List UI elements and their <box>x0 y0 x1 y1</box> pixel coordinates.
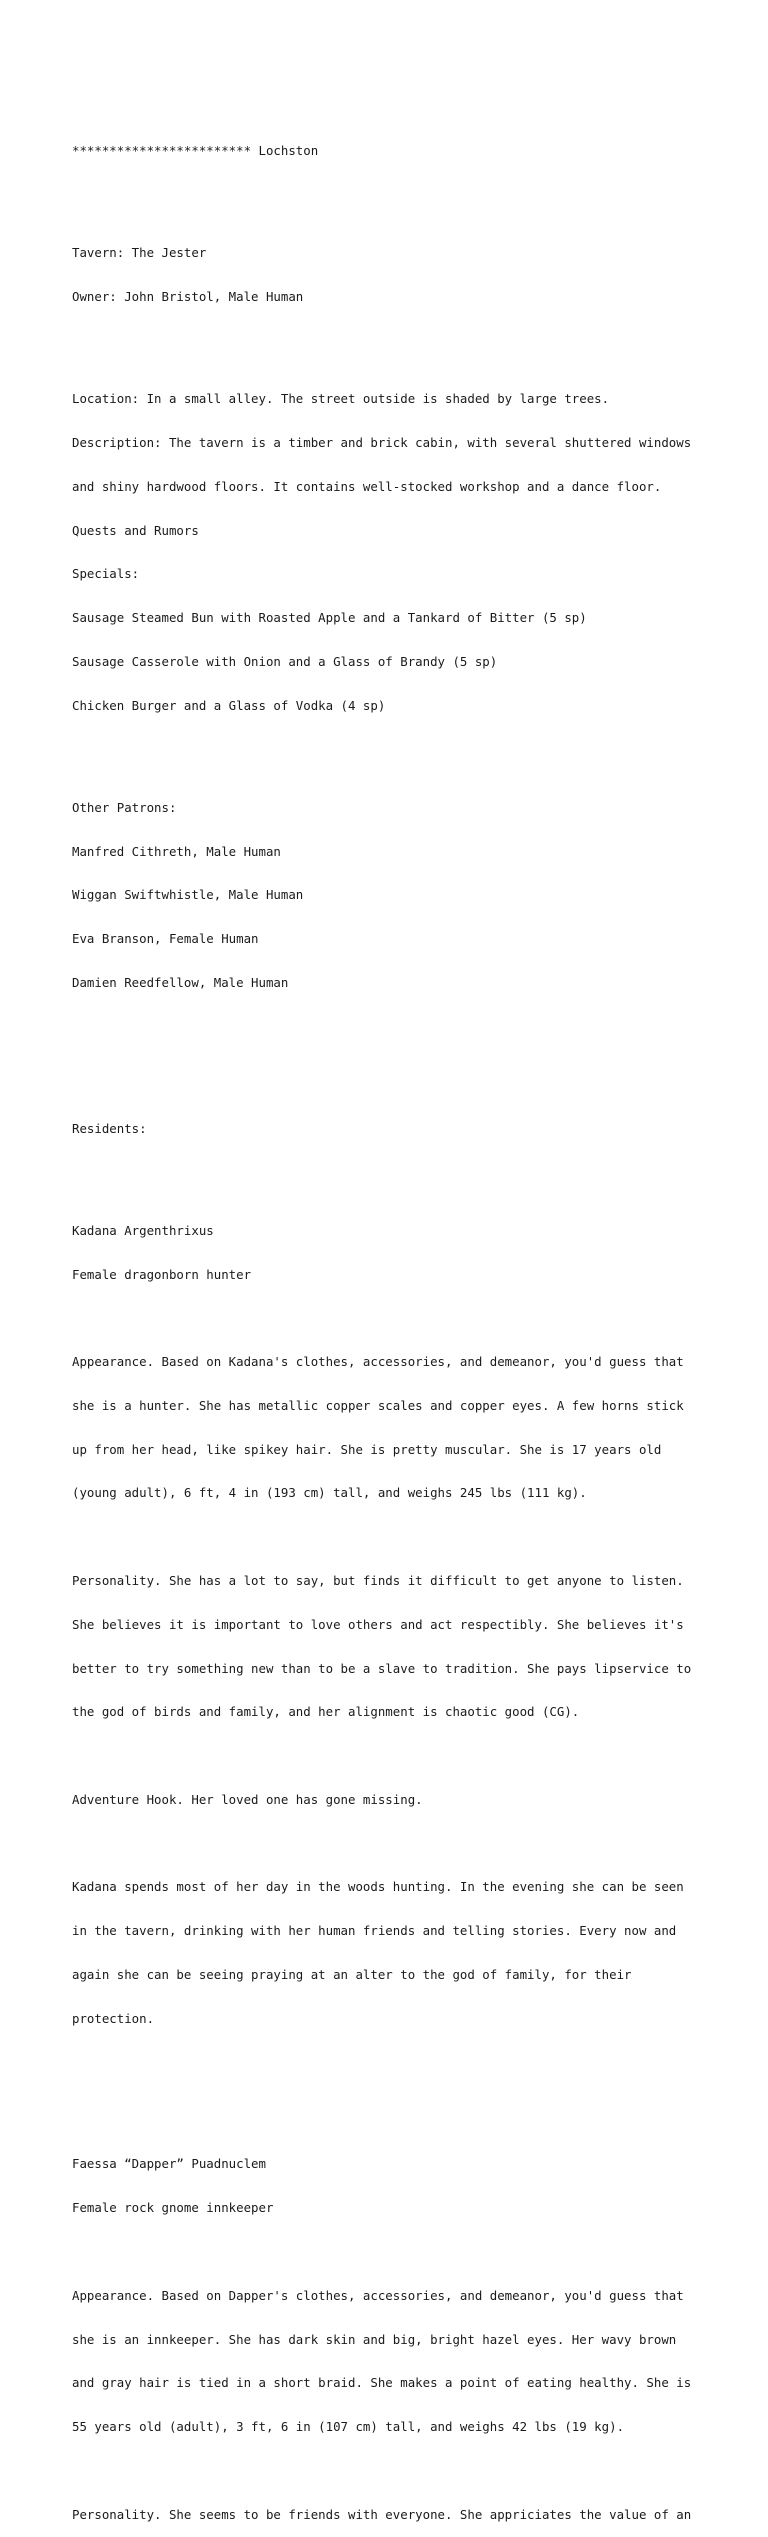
quests-heading: Quests and Rumors <box>72 522 199 538</box>
resident-role: Female dragonborn hunter <box>72 1266 252 1282</box>
resident-appearance-line: 55 years old (adult), 3 ft, 6 in (107 cm) tall, and weighs 42 lbs (19 kg). <box>72 2419 625 2435</box>
special-item: Chicken Burger and a Glass of Vodka (4 sp) <box>72 697 386 713</box>
special-item: Sausage Steamed Bun with Roasted Apple and a Tankard of Bitter (5 sp) <box>72 610 587 626</box>
resident-personality-line: better to try something new than to be a slave to tradition. She pays lipservice to <box>72 1660 692 1676</box>
resident-name: Kadana Argenthrixus <box>72 1222 214 1238</box>
tavern-name: Tavern: The Jester <box>72 245 207 261</box>
resident-personality-line: She believes it is important to love others and act respectibly. She believes it's <box>72 1616 684 1632</box>
tavern-owner: Owner: John Bristol, Male Human <box>72 289 304 305</box>
resident-routine-line: again she can be seeing praying at an alter to the god of family, for their <box>72 1967 632 1983</box>
resident-role: Female rock gnome innkeeper <box>72 2200 274 2216</box>
resident-appearance-line: Appearance. Based on Dapper's clothes, accessories, and demeanor, you'd guess that <box>72 2287 684 2303</box>
tavern-description-line: Description: The tavern is a timber and brick cabin, with several shuttered windows <box>72 435 692 451</box>
resident-appearance-line: she is an innkeeper. She has dark skin and big, bright hazel eyes. Her wavy brown <box>72 2331 677 2347</box>
patron-item: Wiggan Swiftwhistle, Male Human <box>72 887 304 903</box>
resident-appearance-line: up from her head, like spikey hair. She is pretty muscular. She is 17 years old <box>72 1441 662 1457</box>
resident-personality-line: Personality. She has a lot to say, but finds it difficult to get anyone to listen. <box>72 1573 684 1588</box>
town-title: ************************ Lochston <box>72 143 319 159</box>
tavern-description-line: and shiny hardwood floors. It contains well-stocked workshop and a dance floor. <box>72 478 662 494</box>
resident-routine-line: protection. <box>72 2010 155 2026</box>
resident-appearance-line: (young adult), 6 ft, 4 in (193 cm) tall, and weighs 245 lbs (111 kg). <box>72 1485 587 1501</box>
patrons-heading: Other Patrons: <box>72 799 177 815</box>
patron-item: Manfred Cithreth, Male Human <box>72 843 281 859</box>
resident-hook: Adventure Hook. Her loved one has gone missing. <box>72 1791 423 1807</box>
specials-heading: Specials: <box>72 566 140 582</box>
patron-item: Damien Reedfellow, Male Human <box>72 975 289 991</box>
resident-name: Faessa “Dapper” Puadnuclem <box>72 2156 266 2172</box>
resident-personality-line: the god of birds and family, and her alignment is chaotic good (CG). <box>72 1704 580 1720</box>
residents-heading: Residents: <box>72 1120 147 1136</box>
resident-routine-line: Kadana spends most of her day in the woods hunting. In the evening she can be seen <box>72 1879 684 1895</box>
resident-appearance-line: she is a hunter. She has metallic copper scales and copper eyes. A few horns stick <box>72 1397 684 1413</box>
resident-personality-line: Personality. She seems to be friends with everyone. She appriciates the value of an <box>72 2506 692 2522</box>
tavern-location: Location: In a small alley. The street outside is shaded by large trees. <box>72 391 610 407</box>
resident-routine-line: in the tavern, drinking with her human friends and telling stories. Every now and <box>72 1923 677 1939</box>
document-page <box>72 115 732 2537</box>
special-item: Sausage Casserole with Onion and a Glass of Brandy (5 sp) <box>72 653 498 669</box>
resident-appearance-line: Appearance. Based on Kadana's clothes, accessories, and demeanor, you'd guess that <box>72 1354 684 1370</box>
resident-appearance-line: and gray hair is tied in a short braid. She makes a point of eating healthy. She is <box>72 2375 692 2391</box>
patron-item: Eva Branson, Female Human <box>72 931 259 947</box>
